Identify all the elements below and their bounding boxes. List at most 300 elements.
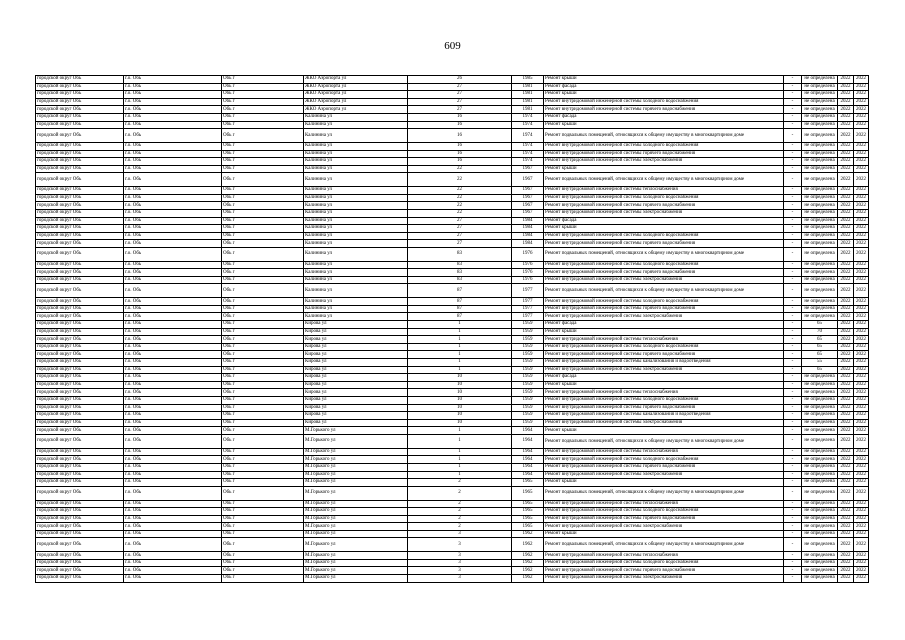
table-row	[36, 374, 869, 382]
cost-cell: не определена	[802, 404, 838, 412]
city-cell: Обь г	[222, 448, 304, 456]
end-year-cell: 2022	[854, 552, 869, 560]
end-year-cell: 2022	[854, 389, 869, 397]
street-cell: Кирова ул	[304, 351, 408, 359]
end-year-cell: 2022	[854, 530, 869, 538]
table-row	[36, 471, 869, 479]
house-number-cell: 1	[408, 471, 512, 479]
street-cell: Калинина ул	[304, 305, 408, 313]
house-number-cell: 22	[408, 209, 512, 217]
house-number-cell: 2	[408, 500, 512, 508]
house-number-cell: 22	[408, 173, 512, 187]
city-cell: Обь г	[222, 76, 304, 84]
municipality-cell: городской округ Обь	[36, 567, 124, 575]
build-year-cell: 1959	[512, 321, 544, 329]
cost-cell: не определена	[802, 150, 838, 158]
build-year-cell: 1959	[512, 343, 544, 351]
city-cell: Обь г	[222, 209, 304, 217]
start-year-cell: 2022	[838, 150, 854, 158]
municipality-cell: городской округ Обь	[36, 343, 124, 351]
build-year-cell: 1959	[512, 396, 544, 404]
start-year-cell: 2022	[838, 247, 854, 261]
table-row	[36, 351, 869, 359]
dash-cell: -	[784, 247, 802, 261]
end-year-cell: 2022	[854, 98, 869, 106]
street-cell: Калинина ул	[304, 298, 408, 306]
table-row	[36, 552, 869, 560]
street-cell: Калинина ул	[304, 269, 408, 277]
street-cell: Калинина ул	[304, 187, 408, 195]
build-year-cell: 1967	[512, 173, 544, 187]
work-type-cell: Ремонт внутридомовой инженерной системы горячего водоснабжения	[544, 240, 784, 248]
table-row	[36, 412, 869, 420]
start-year-cell: 2022	[838, 158, 854, 166]
municipality-cell: городской округ Обь	[36, 515, 124, 523]
city-cell: Обь г	[222, 313, 304, 321]
start-year-cell: 2022	[838, 121, 854, 129]
house-number-cell: 1	[408, 463, 512, 471]
work-type-cell: Ремонт внутридомовой инженерной системы холодного водоснабжения	[544, 559, 784, 567]
end-year-cell: 2022	[854, 412, 869, 420]
dash-cell: -	[784, 106, 802, 114]
dash-cell: -	[784, 559, 802, 567]
work-type-cell: Ремонт внутридомовой инженерной системы холодного водоснабжения	[544, 456, 784, 464]
house-number-cell: 27	[408, 232, 512, 240]
table-row	[36, 463, 869, 471]
end-year-cell: 2022	[854, 351, 869, 359]
dash-cell: -	[784, 567, 802, 575]
work-type-cell: Ремонт крыши	[544, 91, 784, 99]
locality-code-cell: г.о. Обь	[124, 538, 222, 552]
dash-cell: -	[784, 351, 802, 359]
street-cell: Кирова ул	[304, 328, 408, 336]
build-year-cell: 1965	[512, 508, 544, 516]
dash-cell: -	[784, 343, 802, 351]
table-row	[36, 83, 869, 91]
house-number-cell: 83	[408, 269, 512, 277]
work-type-cell: Ремонт внутридомовой инженерной системы электроснабжения	[544, 366, 784, 374]
build-year-cell: 1964	[512, 471, 544, 479]
work-type-cell: Ремонт внутридомовой инженерной системы горячего водоснабжения	[544, 269, 784, 277]
table-row	[36, 523, 869, 531]
start-year-cell: 2022	[838, 559, 854, 567]
dash-cell: -	[784, 321, 802, 329]
work-type-cell: Ремонт крыши	[544, 479, 784, 487]
start-year-cell: 2022	[838, 500, 854, 508]
house-number-cell: 83	[408, 247, 512, 261]
table-row	[36, 313, 869, 321]
cost-cell: не определена	[802, 515, 838, 523]
table-row	[36, 142, 869, 150]
cost-cell: не определена	[802, 419, 838, 427]
dash-cell: -	[784, 381, 802, 389]
build-year-cell: 1959	[512, 351, 544, 359]
city-cell: Обь г	[222, 456, 304, 464]
locality-code-cell: г.о. Обь	[124, 76, 222, 84]
end-year-cell: 2022	[854, 150, 869, 158]
table-row	[36, 448, 869, 456]
locality-code-cell: г.о. Обь	[124, 269, 222, 277]
table-row	[36, 396, 869, 404]
build-year-cell: 1984	[512, 232, 544, 240]
build-year-cell: 1967	[512, 202, 544, 210]
table-row	[36, 575, 869, 583]
locality-code-cell: г.о. Обь	[124, 434, 222, 448]
city-cell: Обь г	[222, 232, 304, 240]
table-row	[36, 261, 869, 269]
build-year-cell: 1962	[512, 538, 544, 552]
build-year-cell: 1965	[512, 479, 544, 487]
end-year-cell: 2022	[854, 366, 869, 374]
city-cell: Обь г	[222, 284, 304, 298]
build-year-cell: 1962	[512, 567, 544, 575]
cost-cell: не определена	[802, 523, 838, 531]
work-type-cell: Ремонт внутридомовой инженерной системы холодного водоснабжения	[544, 396, 784, 404]
dash-cell: -	[784, 113, 802, 121]
table-row	[36, 366, 869, 374]
street-cell: Кирова ул	[304, 419, 408, 427]
street-cell: ЖКО Аэропорта ул	[304, 98, 408, 106]
cost-cell: 65	[802, 321, 838, 329]
city-cell: Обь г	[222, 463, 304, 471]
cost-cell: не определена	[802, 389, 838, 397]
house-number-cell: 87	[408, 284, 512, 298]
work-type-cell: Ремонт подвальных помещений, относящихся к общему имуществу в многоквартирном доме	[544, 486, 784, 500]
cost-cell: не определена	[802, 269, 838, 277]
city-cell: Обь г	[222, 187, 304, 195]
locality-code-cell: г.о. Обь	[124, 448, 222, 456]
start-year-cell: 2022	[838, 225, 854, 233]
municipality-cell: городской округ Обь	[36, 276, 124, 284]
street-cell: Калинина ул	[304, 202, 408, 210]
end-year-cell: 2022	[854, 313, 869, 321]
start-year-cell: 2022	[838, 456, 854, 464]
start-year-cell: 2022	[838, 471, 854, 479]
build-year-cell: 1964	[512, 463, 544, 471]
locality-code-cell: г.о. Обь	[124, 515, 222, 523]
dash-cell: -	[784, 284, 802, 298]
end-year-cell: 2022	[854, 187, 869, 195]
locality-code-cell: г.о. Обь	[124, 486, 222, 500]
start-year-cell: 2022	[838, 575, 854, 583]
street-cell: М.Горького ул	[304, 575, 408, 583]
house-number-cell: 27	[408, 91, 512, 99]
street-cell: Калинина ул	[304, 284, 408, 298]
house-number-cell: 2	[408, 479, 512, 487]
start-year-cell: 2022	[838, 305, 854, 313]
house-number-cell: 16	[408, 150, 512, 158]
end-year-cell: 2022	[854, 261, 869, 269]
cost-cell: не определена	[802, 552, 838, 560]
end-year-cell: 2022	[854, 434, 869, 448]
house-number-cell: 27	[408, 225, 512, 233]
cost-cell: не определена	[802, 91, 838, 99]
end-year-cell: 2022	[854, 76, 869, 84]
build-year-cell: 1974	[512, 142, 544, 150]
end-year-cell: 2022	[854, 158, 869, 166]
cost-cell: не определена	[802, 158, 838, 166]
table-row	[36, 187, 869, 195]
municipality-cell: городской округ Обь	[36, 261, 124, 269]
work-type-cell: Ремонт внутридомовой инженерной системы канализования и водоотведения	[544, 412, 784, 420]
locality-code-cell: г.о. Обь	[124, 313, 222, 321]
dash-cell: -	[784, 396, 802, 404]
work-type-cell: Ремонт фасада	[544, 217, 784, 225]
municipality-cell: городской округ Обь	[36, 366, 124, 374]
street-cell: Калинина ул	[304, 121, 408, 129]
start-year-cell: 2022	[838, 523, 854, 531]
start-year-cell: 2022	[838, 298, 854, 306]
house-number-cell: 2	[408, 515, 512, 523]
cost-cell: 65	[802, 351, 838, 359]
dash-cell: -	[784, 269, 802, 277]
start-year-cell: 2022	[838, 217, 854, 225]
locality-code-cell: г.о. Обь	[124, 129, 222, 143]
municipality-cell: городской округ Обь	[36, 150, 124, 158]
street-cell: М.Горького ул	[304, 456, 408, 464]
cost-cell: не определена	[802, 106, 838, 114]
locality-code-cell: г.о. Обь	[124, 328, 222, 336]
city-cell: Обь г	[222, 91, 304, 99]
house-number-cell: 1	[408, 351, 512, 359]
street-cell: Калинина ул	[304, 313, 408, 321]
dash-cell: -	[784, 225, 802, 233]
house-number-cell: 87	[408, 305, 512, 313]
table-row	[36, 456, 869, 464]
end-year-cell: 2022	[854, 471, 869, 479]
start-year-cell: 2022	[838, 209, 854, 217]
table-row	[36, 500, 869, 508]
house-number-cell: 1	[408, 427, 512, 435]
house-number-cell: 1	[408, 343, 512, 351]
municipality-cell: городской округ Обь	[36, 187, 124, 195]
start-year-cell: 2022	[838, 448, 854, 456]
locality-code-cell: г.о. Обь	[124, 404, 222, 412]
locality-code-cell: г.о. Обь	[124, 575, 222, 583]
house-number-cell: 3	[408, 530, 512, 538]
city-cell: Обь г	[222, 351, 304, 359]
street-cell: М.Горького ул	[304, 427, 408, 435]
street-cell: Калинина ул	[304, 232, 408, 240]
street-cell: Кирова ул	[304, 343, 408, 351]
cost-cell: не определена	[802, 76, 838, 84]
municipality-cell: городской округ Обь	[36, 232, 124, 240]
municipality-cell: городской округ Обь	[36, 240, 124, 248]
table-row	[36, 150, 869, 158]
street-cell: Кирова ул	[304, 396, 408, 404]
dash-cell: -	[784, 552, 802, 560]
locality-code-cell: г.о. Обь	[124, 261, 222, 269]
end-year-cell: 2022	[854, 419, 869, 427]
house-number-cell: 16	[408, 158, 512, 166]
city-cell: Обь г	[222, 559, 304, 567]
end-year-cell: 2022	[854, 165, 869, 173]
municipality-cell: городской округ Обь	[36, 76, 124, 84]
street-cell: ЖКО Аэропорта ул	[304, 106, 408, 114]
dash-cell: -	[784, 508, 802, 516]
municipality-cell: городской округ Обь	[36, 165, 124, 173]
city-cell: Обь г	[222, 500, 304, 508]
city-cell: Обь г	[222, 142, 304, 150]
table-row	[36, 419, 869, 427]
start-year-cell: 2022	[838, 106, 854, 114]
locality-code-cell: г.о. Обь	[124, 321, 222, 329]
work-type-cell: Ремонт подвальных помещений, относящихся к общему имуществу в многоквартирном доме	[544, 434, 784, 448]
start-year-cell: 2022	[838, 479, 854, 487]
table-row	[36, 276, 869, 284]
end-year-cell: 2022	[854, 305, 869, 313]
house-number-cell: 1	[408, 321, 512, 329]
table-row	[36, 515, 869, 523]
start-year-cell: 2022	[838, 404, 854, 412]
house-number-cell: 1	[408, 328, 512, 336]
city-cell: Обь г	[222, 150, 304, 158]
cost-cell: не определена	[802, 508, 838, 516]
house-number-cell: 10	[408, 412, 512, 420]
end-year-cell: 2022	[854, 448, 869, 456]
build-year-cell: 1964	[512, 448, 544, 456]
end-year-cell: 2022	[854, 298, 869, 306]
start-year-cell: 2022	[838, 412, 854, 420]
end-year-cell: 2022	[854, 209, 869, 217]
build-year-cell: 1959	[512, 374, 544, 382]
municipality-cell: городской округ Обь	[36, 247, 124, 261]
build-year-cell: 1977	[512, 305, 544, 313]
table-row	[36, 158, 869, 166]
table-row	[36, 530, 869, 538]
end-year-cell: 2022	[854, 343, 869, 351]
locality-code-cell: г.о. Обь	[124, 232, 222, 240]
start-year-cell: 2022	[838, 194, 854, 202]
city-cell: Обь г	[222, 240, 304, 248]
table-row	[36, 209, 869, 217]
dash-cell: -	[784, 404, 802, 412]
dash-cell: -	[784, 374, 802, 382]
work-type-cell: Ремонт крыши	[544, 121, 784, 129]
dash-cell: -	[784, 173, 802, 187]
dash-cell: -	[784, 419, 802, 427]
cost-cell: не определена	[802, 83, 838, 91]
house-number-cell: 1	[408, 456, 512, 464]
house-number-cell: 1	[408, 336, 512, 344]
work-type-cell: Ремонт внутридомовой инженерной системы холодного водоснабжения	[544, 232, 784, 240]
cost-cell: не определена	[802, 486, 838, 500]
build-year-cell: 1959	[512, 412, 544, 420]
dash-cell: -	[784, 538, 802, 552]
municipality-cell: городской округ Обь	[36, 389, 124, 397]
work-type-cell: Ремонт крыши	[544, 328, 784, 336]
start-year-cell: 2022	[838, 359, 854, 367]
build-year-cell: 1965	[512, 500, 544, 508]
table-row	[36, 129, 869, 143]
house-number-cell: 10	[408, 404, 512, 412]
city-cell: Обь г	[222, 269, 304, 277]
locality-code-cell: г.о. Обь	[124, 113, 222, 121]
municipality-cell: городской округ Обь	[36, 374, 124, 382]
cost-cell: не определена	[802, 412, 838, 420]
street-cell: М.Горького ул	[304, 500, 408, 508]
locality-code-cell: г.о. Обь	[124, 456, 222, 464]
end-year-cell: 2022	[854, 523, 869, 531]
cost-cell: не определена	[802, 121, 838, 129]
street-cell: М.Горького ул	[304, 463, 408, 471]
municipality-cell: городской округ Обь	[36, 305, 124, 313]
cost-cell: не определена	[802, 142, 838, 150]
work-type-cell: Ремонт внутридомовой инженерной системы электроснабжения	[544, 276, 784, 284]
street-cell: М.Горького ул	[304, 567, 408, 575]
street-cell: Кирова ул	[304, 389, 408, 397]
work-type-cell: Ремонт крыши	[544, 225, 784, 233]
house-number-cell: 26	[408, 76, 512, 84]
city-cell: Обь г	[222, 225, 304, 233]
street-cell: Кирова ул	[304, 359, 408, 367]
municipality-cell: городской округ Обь	[36, 471, 124, 479]
table-row	[36, 240, 869, 248]
end-year-cell: 2022	[854, 225, 869, 233]
municipality-cell: городской округ Обь	[36, 500, 124, 508]
street-cell: Калинина ул	[304, 247, 408, 261]
work-type-cell: Ремонт внутридомовой инженерной системы холодного водоснабжения	[544, 343, 784, 351]
build-year-cell: 1959	[512, 359, 544, 367]
table-row	[36, 321, 869, 329]
table-row	[36, 434, 869, 448]
city-cell: Обь г	[222, 343, 304, 351]
cost-cell: не определена	[802, 559, 838, 567]
city-cell: Обь г	[222, 158, 304, 166]
table-row	[36, 225, 869, 233]
dash-cell: -	[784, 142, 802, 150]
city-cell: Обь г	[222, 106, 304, 114]
city-cell: Обь г	[222, 366, 304, 374]
start-year-cell: 2022	[838, 351, 854, 359]
house-number-cell: 27	[408, 83, 512, 91]
city-cell: Обь г	[222, 217, 304, 225]
municipality-cell: городской округ Обь	[36, 129, 124, 143]
cost-cell: 55	[802, 359, 838, 367]
table-row	[36, 486, 869, 500]
table-row	[36, 508, 869, 516]
locality-code-cell: г.о. Обь	[124, 165, 222, 173]
cost-cell: 65	[802, 336, 838, 344]
table-row	[36, 567, 869, 575]
dash-cell: -	[784, 261, 802, 269]
house-number-cell: 16	[408, 142, 512, 150]
street-cell: Кирова ул	[304, 404, 408, 412]
end-year-cell: 2022	[854, 173, 869, 187]
work-type-cell: Ремонт подвальных помещений, относящихся к общему имуществу в многоквартирном доме	[544, 247, 784, 261]
work-type-cell: Ремонт внутридомовой инженерной системы горячего водоснабжения	[544, 106, 784, 114]
cost-cell: не определена	[802, 575, 838, 583]
build-year-cell: 1964	[512, 456, 544, 464]
table-row	[36, 479, 869, 487]
build-year-cell: 1974	[512, 121, 544, 129]
house-number-cell: 10	[408, 396, 512, 404]
table-row	[36, 76, 869, 84]
work-type-cell: Ремонт внутридомовой инженерной системы теплоснабжения	[544, 448, 784, 456]
street-cell: Калинина ул	[304, 113, 408, 121]
street-cell: М.Горького ул	[304, 538, 408, 552]
end-year-cell: 2022	[854, 486, 869, 500]
municipality-cell: городской округ Обь	[36, 225, 124, 233]
city-cell: Обь г	[222, 98, 304, 106]
work-type-cell: Ремонт внутридомовой инженерной системы горячего водоснабжения	[544, 463, 784, 471]
build-year-cell: 1985	[512, 76, 544, 84]
build-year-cell: 1976	[512, 276, 544, 284]
municipality-cell: городской округ Обь	[36, 359, 124, 367]
build-year-cell: 1981	[512, 98, 544, 106]
house-number-cell: 27	[408, 217, 512, 225]
table-row	[36, 305, 869, 313]
